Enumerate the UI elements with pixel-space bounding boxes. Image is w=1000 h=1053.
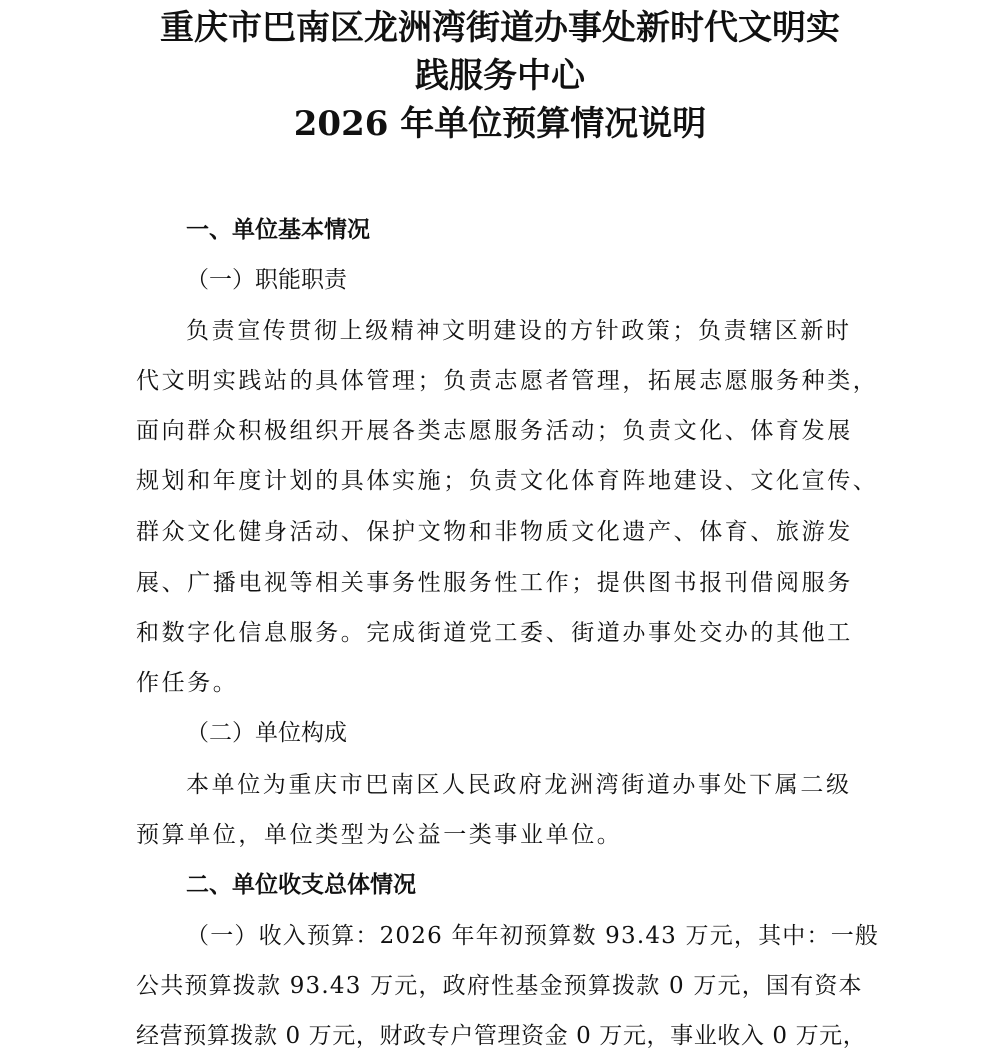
section-1-sub-1-heading: （一）职能职责 xyxy=(186,267,347,293)
paragraph-line: 和数字化信息服务。完成街道党工委、街道办事处交办的其他工 xyxy=(136,620,853,646)
paragraph-line: 本单位为重庆市巴南区人民政府龙洲湾街道办事处下属二级 xyxy=(186,772,852,798)
section-1-heading: 一、单位基本情况 xyxy=(186,217,370,243)
document-title-line-3: 2026 年单位预算情况说明 xyxy=(293,104,707,144)
section-2-heading: 二、单位收支总体情况 xyxy=(186,872,416,898)
paragraph-line: 经营预算拨款 0 万元，财政专户管理资金 0 万元，事业收入 0 万元， xyxy=(136,1023,867,1049)
paragraph-line: 负责宣传贯彻上级精神文明建设的方针政策；负责辖区新时 xyxy=(186,318,852,344)
document-title-line-2: 践服务中心 xyxy=(415,56,585,96)
paragraph-line: 预算单位，单位类型为公益一类事业单位。 xyxy=(136,822,623,848)
paragraph-line: 面向群众积极组织开展各类志愿服务活动；负责文化、体育发展 xyxy=(136,418,853,444)
paragraph-line: 展、广播电视等相关事务性服务性工作；提供图书报刊借阅服务 xyxy=(136,570,853,596)
document-title-line-1: 重庆市巴南区龙洲湾街道办事处新时代文明实 xyxy=(160,8,840,48)
paragraph-line: 群众文化健身活动、保护文物和非物质文化遗产、体育、旅游发 xyxy=(136,519,853,545)
paragraph-line: 作任务。 xyxy=(136,670,239,696)
paragraph-line: （一）收入预算：2026 年年初预算数 93.43 万元，其中：一般 xyxy=(186,923,880,949)
paragraph-line: 公共预算拨款 93.43 万元，政府性基金预算拨款 0 万元，国有资本 xyxy=(136,973,863,999)
paragraph-line: 规划和年度计划的具体实施；负责文化体育阵地建设、文化宣传、 xyxy=(136,468,879,494)
section-1-sub-2-heading: （二）单位构成 xyxy=(186,720,347,746)
paragraph-line: 代文明实践站的具体管理；负责志愿者管理，拓展志愿服务种类， xyxy=(136,368,879,394)
